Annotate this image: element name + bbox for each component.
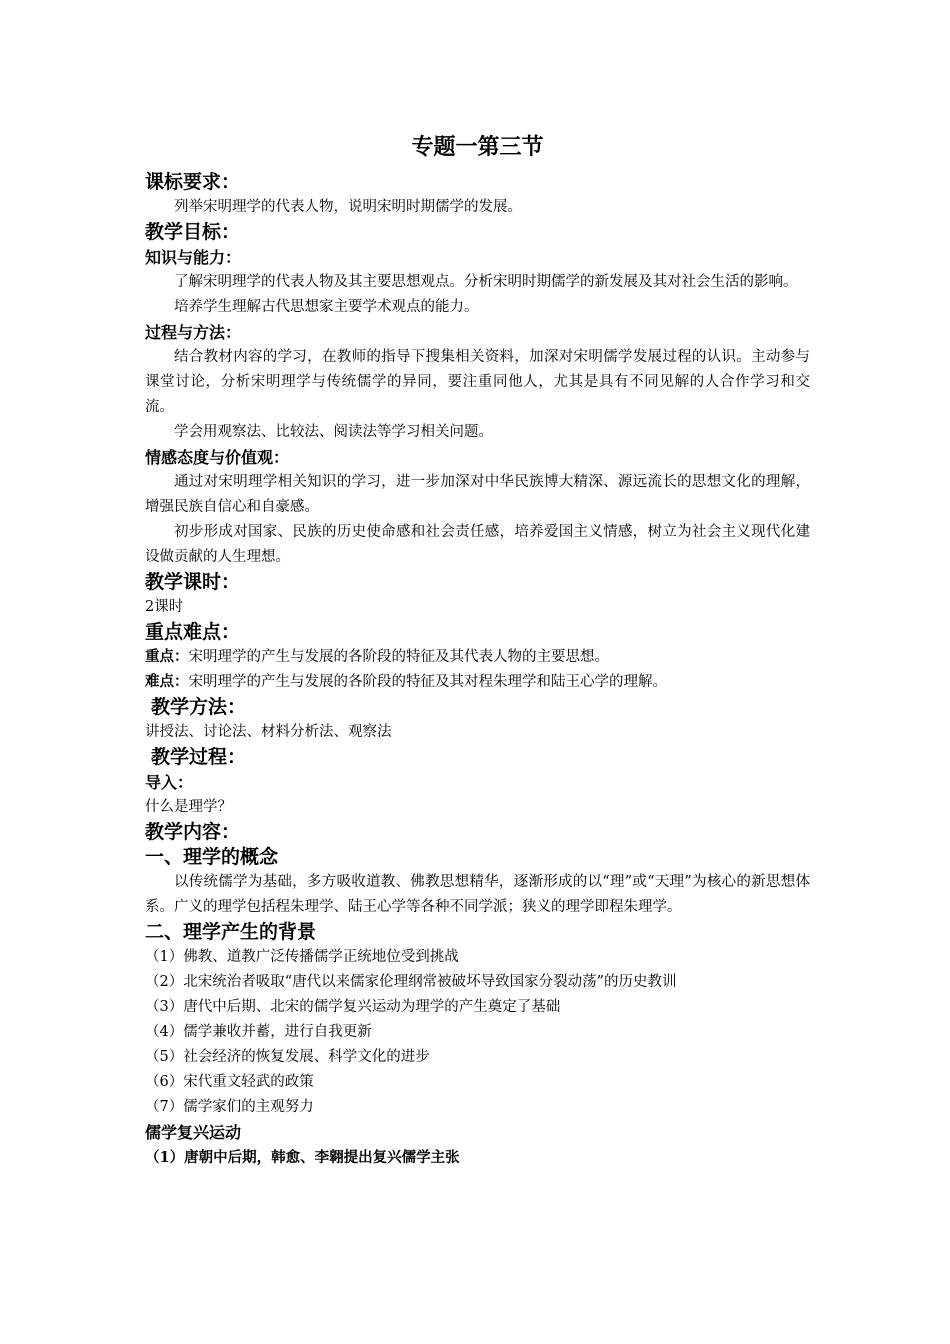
list-item: （1）佛教、道教广泛传播儒学正统地位受到挑战 [145,949,459,965]
keshi-text: 2课时 [145,599,184,615]
qinggan-paragraph-1: 通过对宋明理学相关知识的学习，进一步加深对中华民族博大精深、源远流长的思想文化的理解，增强民族自信心和自豪感。 [145,474,810,515]
list-item: （5）社会经济的恢复发展、科学文化的进步 [145,1049,430,1065]
zhongdian-line [145,645,810,670]
list-item: （2）北宋统治者吸取“唐代以来儒家伦理纲常被破坏导致国家分裂动荡”的历史教训 [145,974,677,990]
section-2-heading: 二、理学产生的背景 [145,921,317,943]
daoru-text: 什么是理学？ [145,799,232,815]
zhongdian-heading: 重点难点： [145,621,241,643]
kebiao-text: 列举宋明理学的代表人物，说明宋明时期儒学的发展。 [174,199,522,215]
zhishi-heading: 知识与能力： [145,248,242,267]
section-1-heading: 一、理学的概念 [145,846,279,868]
guocheng-paragraph-2: 学会用观察法、比较法、阅读法等学习相关问题。 [174,424,493,440]
jiaoxue-guocheng-heading: 教学过程： [151,746,247,768]
qinggan-paragraph-2: 初步形成对国家、民族的历史使命感和社会责任感，培养爱国主义情感，树立为社会主义现代化建设做贡献的人生理想。 [145,524,810,565]
list-item: （7）儒学家们的主观努力 [145,1099,314,1115]
nandian-line [145,670,810,695]
list-item: （4）儒学兼收并蓄，进行自我更新 [145,1024,372,1040]
document-page [145,128,810,1170]
zhishi-paragraph-2: 培养学生理解古代思想家主要学术观点的能力。 [174,299,479,315]
fuxing-item-1: （1）唐朝中后期，韩愈、李翱提出复兴儒学主张 [145,1149,460,1166]
page-title: 专题一第三节 [411,135,544,160]
list-item: （3）唐代中后期、北宋的儒学复兴运动为理学的产生奠定了基础 [145,999,561,1015]
qinggan-heading: 情感态度与价值观： [145,448,290,467]
mubiao-heading: 教学目标： [145,221,241,243]
zhishi-paragraph-1: 了解宋明理学的代表人物及其主要思想观点。分析宋明时期儒学的新发展及其对社会生活的影响。 [174,274,798,290]
background-list [145,945,810,1120]
kebiao-heading: 课标要求： [145,171,241,193]
daoru-heading: 导入： [145,773,194,792]
fangfa-text: 讲授法、讨论法、材料分析法、观察法 [145,724,392,740]
fangfa-heading: 教学方法： [151,696,247,718]
zhongdian-text: 宋明理学的产生与发展的各阶段的特征及其代表人物的主要思想。 [188,649,609,665]
list-item: （6）宋代重文轻武的政策 [145,1074,314,1090]
zhongdian-label: 重点： [145,649,189,665]
guocheng-heading: 过程与方法： [145,323,242,342]
nandian-text: 宋明理学的产生与发展的各阶段的特征及其对程朱理学和陆王心学的理解。 [188,674,667,690]
guocheng-paragraph-1: 结合教材内容的学习，在教师的指导下搜集相关资料，加深对宋明儒学发展过程的认识。主动参与课堂讨论，分析宋明理学与传统儒学的异同，要注重同他人，尤其是具有不同见解的人合作学习和交流。 [145,349,810,415]
fuxing-heading: 儒学复兴运动 [145,1123,242,1142]
nandian-label: 难点： [145,674,189,690]
neirong-heading: 教学内容： [145,821,241,843]
keshi-heading: 教学课时： [145,571,241,593]
section-1-text: 以传统儒学为基础，多方吸收道教、佛教思想精华，逐渐形成的以“理”或“天理”为核心的新思想体系。广义的理学包括程朱理学、陆王心学等各种不同学派；狭义的理学即程朱理学。 [145,874,810,915]
